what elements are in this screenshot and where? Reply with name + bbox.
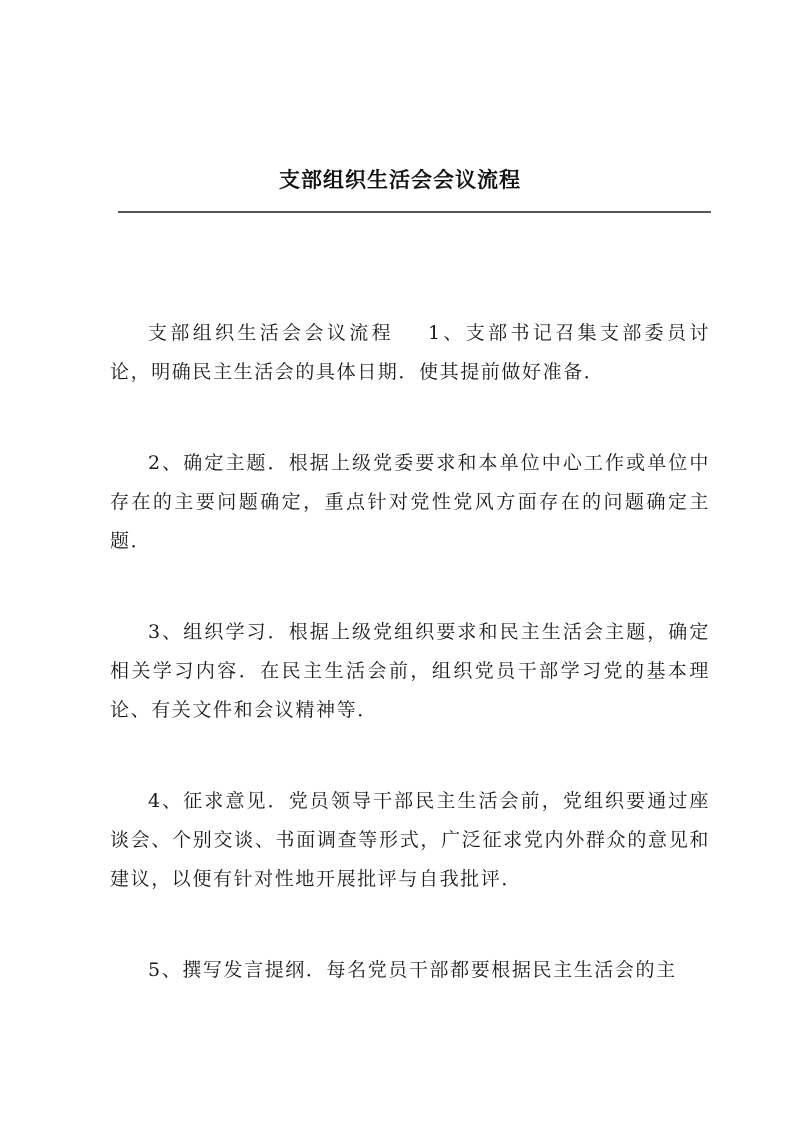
paragraph-4: 4、征求意见．党员领导干部民主生活会前，党组织要通过座谈会、个别交谈、书面调查等形式，广泛征求党内外群众的意见和建议，以便有针对性地开展批评与自我批评． [110, 790, 710, 890]
paragraph-text: 1、支部书记召集支部委员讨论，明确民主生活会的具体日期．使其提前做好准备． [110, 322, 711, 383]
paragraph-3: 3、组织学习．根据上级党组织要求和民主生活会主题，确定相关学习内容．在民主生活会前，组织党员干部学习党的基本理论、有关文件和会议精神等． [110, 621, 710, 721]
paragraph-5: 5、撰写发言提纲．每名党员干部都要根据民主生活会的主 [148, 959, 677, 981]
document-body [110, 314, 710, 1042]
intro-heading: 支部组织生活会会议流程 [148, 322, 394, 344]
page-title: 支部组织生活会会议流程 [279, 167, 521, 192]
paragraph-2: 2、确定主题．根据上级党委要求和本单位中心工作或单位中存在的主要问题确定，重点针对党性党风方面存在的问题确定主题． [110, 452, 710, 552]
paragraph-1 [110, 314, 710, 392]
title-divider [118, 211, 711, 213]
